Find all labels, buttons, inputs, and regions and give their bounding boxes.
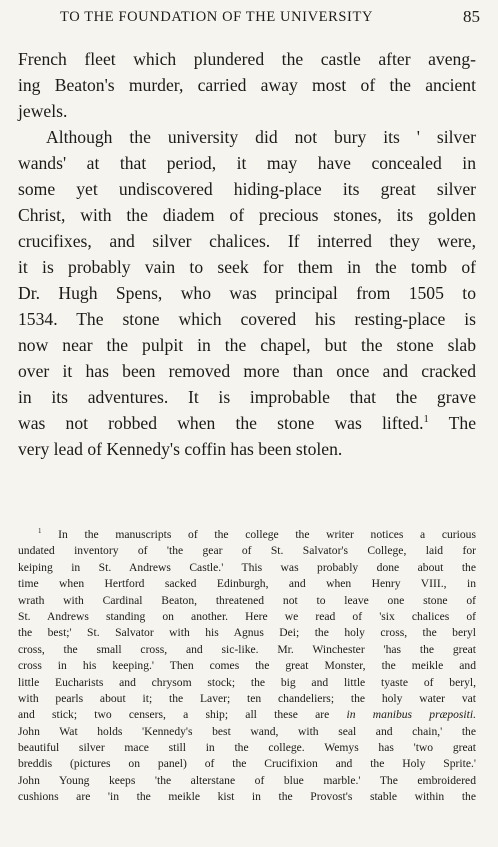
footnote-text: In the manuscripts of the college the writer notices a curious — [41, 528, 476, 541]
footnote-line: breddis (pictures on panel) of the Crucifixion and the Holy Sprite.' — [18, 757, 476, 771]
text-line: now near the pulpit in the chapel, but the stone slab — [18, 335, 476, 355]
text-line: jewels. — [18, 101, 68, 121]
text-line: ing Beaton's murder, carried away most of the ancient — [18, 75, 476, 95]
text-line: Dr. Hugh Spens, who was principal from 1505 to — [18, 283, 476, 303]
footnote-line: the best;' St. Salvator with his Agnus Dei; the holy cross, the beryl — [18, 626, 476, 640]
footnote-line: with pearls about it; the Laver; ten chandeliers; the holy water vat — [18, 691, 476, 705]
footnote-line: cross, the small cross, and sic-like. Mr. Winchester 'has the great — [18, 642, 476, 656]
text-line: Christ, with the diadem of precious stones, its golden — [18, 205, 476, 225]
text-line: Although the university did not bury its ' silver — [46, 127, 476, 147]
footnote-text: and stick; two censers, a ship; all these are — [18, 708, 347, 722]
text-line: very lead of Kennedy's coffin has been stolen. — [18, 439, 343, 459]
footnote — [18, 527, 476, 806]
footnote-line: little Eucharists and chrysom stock; the big and little tyaste of beryl, — [18, 675, 476, 689]
footnote-line: keiping in St. Andrews Castle.' This was probably done about the — [18, 560, 476, 574]
footnote-line — [18, 707, 476, 723]
footnote-line: time when Hertford sacked Edinburgh, and when Henry VIII., in — [18, 577, 476, 591]
text-segment: was not robbed when the stone was lifted. — [18, 413, 424, 433]
footnote-line: beautiful silver mace still in the college. Wemys has 'two great — [18, 741, 476, 755]
text-segment: The — [428, 413, 476, 433]
text-line: wands' at that period, it may have concealed in — [18, 153, 476, 173]
paragraph — [18, 124, 476, 462]
text-line: French fleet which plundered the castle after aveng- — [18, 49, 476, 69]
footnote-marker: 1 — [38, 527, 42, 536]
footnote-line: John Wat holds 'Kennedy's best wand, with seal and chain,' the — [18, 724, 476, 738]
text-line: crucifixes, and silver chalices. If interred they were, — [18, 231, 476, 251]
page-number: 85 — [463, 7, 480, 26]
footnote-line: cushions are 'in the meikle kist in the Provost's stable within the — [18, 790, 476, 804]
footnote-line: John Young keeps 'the alterstane of blue marble.' The embroidered — [18, 773, 476, 787]
running-head — [60, 7, 480, 29]
text-line-with-footnote — [18, 410, 476, 436]
paragraph-continued — [18, 46, 476, 124]
footnote-line: undated inventory of 'the gear of St. Salvator's College, laid for — [18, 544, 476, 558]
body-text — [18, 46, 476, 462]
text-line: some yet undiscovered hiding-place its great silver — [18, 179, 476, 199]
footnote-line: cross in his keeping.' Then comes the great Monster, the meikle and — [18, 659, 476, 673]
text-line: 1534. The stone which covered his resting-place is — [18, 309, 476, 329]
text-line: over it has been removed more than once and cracked — [18, 361, 476, 381]
footnote-line: St. Andrews standing on another. Here we read of 'six chalices of — [18, 609, 476, 623]
latin-phrase: in manibus præpositi. — [346, 708, 476, 722]
text-line: in its adventures. It is improbable that the grave — [18, 387, 476, 407]
footnote-line — [18, 527, 476, 543]
footnote-line: wrath with Cardinal Beaton, threatened not to leave one stone of — [18, 593, 476, 607]
footnote-reference[interactable]: 1 — [423, 414, 429, 426]
running-title: TO THE FOUNDATION OF THE UNIVERSITY — [60, 9, 374, 25]
text-line: it is probably vain to seek for them in the tomb of — [18, 257, 476, 277]
